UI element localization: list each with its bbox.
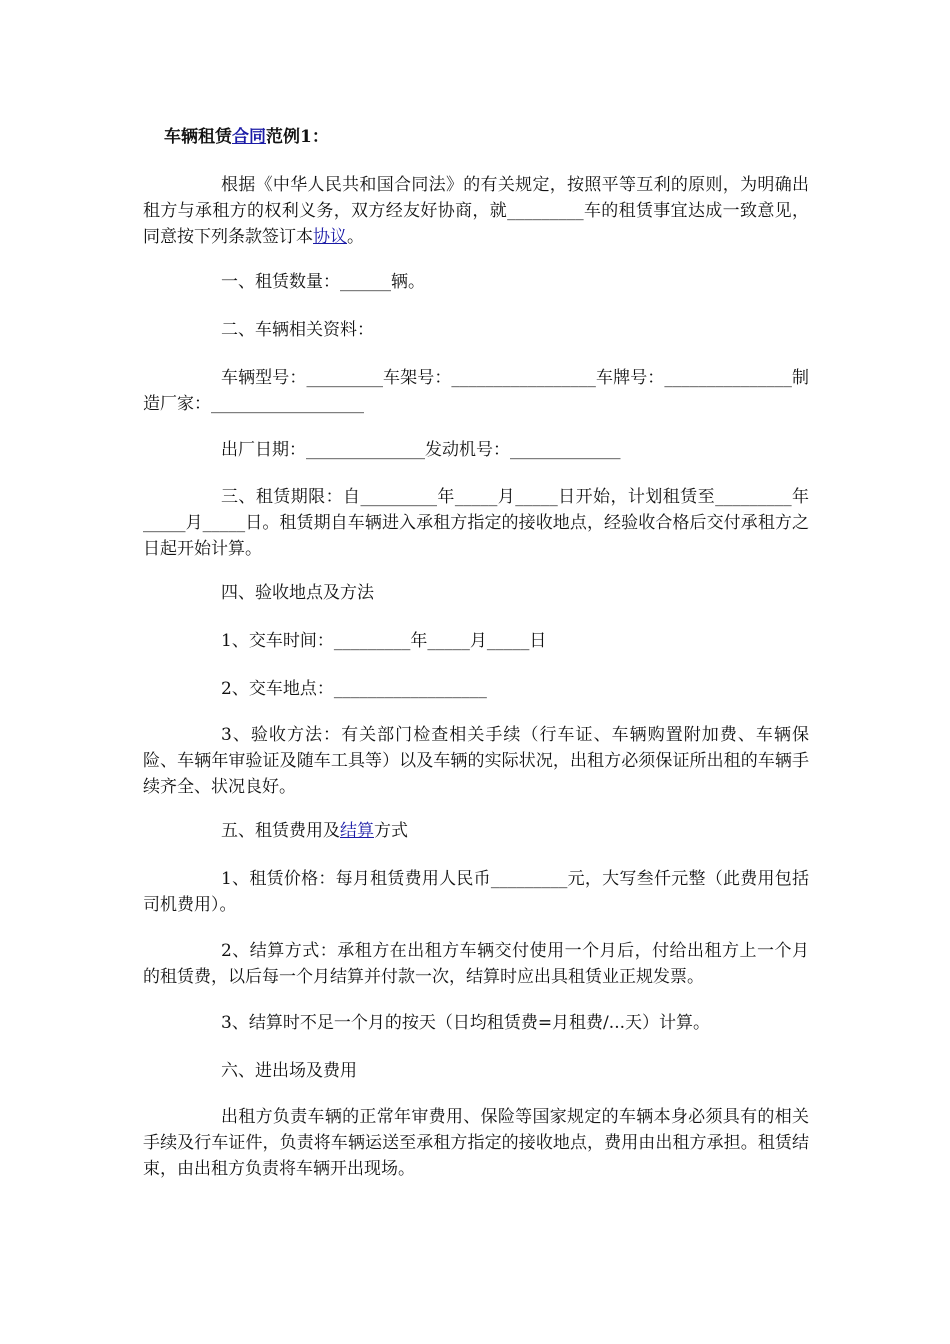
section-6-heading: 六、进出场及费用 [221, 1061, 357, 1081]
vehicle-info-paragraph: 车辆型号：_________车架号：_________________车牌号：_______________制造厂家：__________________ [143, 368, 809, 414]
settlement-method-paragraph: 2、结算方式：承租方在出租方车辆交付使用一个月后，付给出租方上一个月的租赁费，以后每一个月结算并付款一次，结算时应出具租赁业正规发票。 [143, 941, 809, 987]
contract-link[interactable]: 合同 [232, 127, 266, 147]
section-4-heading: 四、验收地点及方法 [221, 583, 374, 603]
fees-paragraph: 出租方负责车辆的正常年审费用、保险等国家规定的车辆本身必须具有的相关手续及行车证件，负责将车辆运送至承租方指定的接收地点，费用由出租方承担。租赁结束，由出租方负责将车辆开出现场。 [143, 1107, 809, 1179]
acceptance-method-paragraph: 3、验收方法：有关部门检查相关手续（行车证、车辆购置附加费、车辆保险、车辆年审验证及随车工具等）以及车辆的实际状况，出租方必须保证所出租的车辆手续齐全、状况良好。 [143, 725, 809, 797]
section-1-quantity: 一、租赁数量：______辆。 [221, 272, 425, 292]
section-3-lease-term: 三、租赁期限：自_________年_____月_____日开始，计划租赁至_________年_____月_____日。租赁期自车辆进入承租方指定的接收地点，经验收合格后交付承租方之日起开始计算。 [143, 487, 809, 559]
rental-price-paragraph: 1、租赁价格：每月租赁费用人民币_________元，大写叁仟元整（此费用包括司机费用）。 [143, 869, 809, 915]
intro-paragraph: 根据《中华人民共和国合同法》的有关规定，按照平等互利的原则，为明确出租方与承租方的权利义务，双方经友好协商，就_________车的租赁事宜达成一致意见，同意按下列条款签订本协议。 [143, 175, 809, 247]
section-2-heading: 二、车辆相关资料： [221, 320, 374, 340]
delivery-place-line: 2、交车地点：__________________ [221, 679, 487, 699]
settlement-link[interactable]: 结算 [340, 821, 374, 841]
title-text: 车辆租赁 [164, 127, 232, 147]
partial-month-line: 3、结算时不足一个月的按天（日均租赁费=月租费/...天）计算。 [221, 1013, 710, 1033]
section-5-heading: 五、租赁费用及结算方式 [221, 821, 408, 841]
delivery-time-line: 1、交车时间：_________年_____月_____日 [221, 631, 547, 651]
document-title [164, 124, 329, 150]
title-suffix: 范例1： [266, 127, 329, 147]
agreement-link[interactable]: 协议 [313, 227, 347, 247]
manufacture-date-line: 出厂日期：______________发动机号：_____________ [221, 440, 621, 460]
